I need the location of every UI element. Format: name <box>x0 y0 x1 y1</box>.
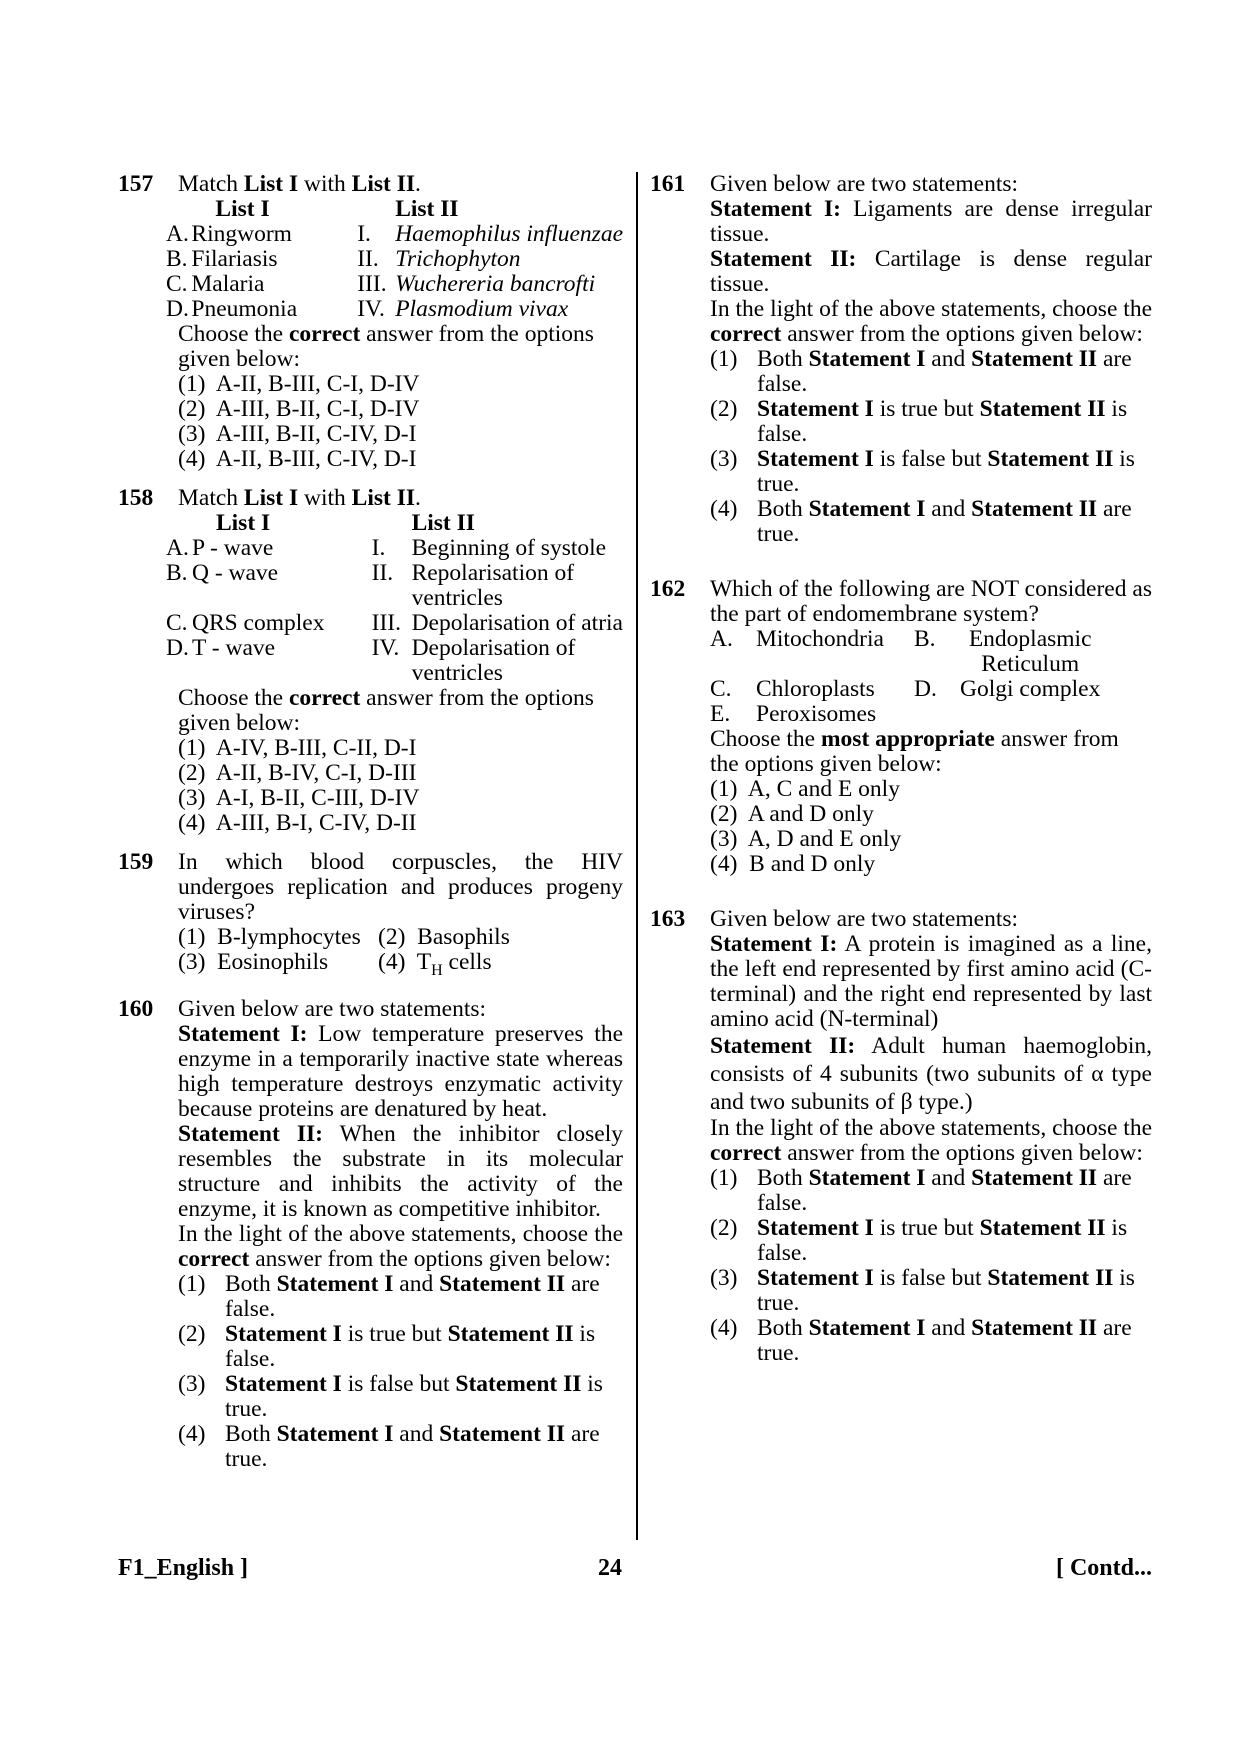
footer-continued: [ Contd... <box>1055 1555 1152 1581</box>
statement-2: Statement II: Adult human haemoglobin, consists of 4 subunits (two subunits of α type and two subunits of β type.) <box>710 1033 1152 1115</box>
option-4[interactable]: (4) $T_H$ cells <box>378 949 492 979</box>
option-1[interactable]: (1) Both Statement I and Statement II are false. <box>710 1165 1132 1216</box>
question-160 <box>118 997 623 1472</box>
option-4[interactable]: (4) A-III, B-I, C-IV, D-II <box>178 810 417 836</box>
statement-1: Statement I: Low temperature preserves the enzyme in a temporarily inactive state whereas high temperature destroys enzymatic activity because proteins are denatured by heat. <box>178 1021 624 1122</box>
option-2[interactable]: (2) Basophils <box>378 924 510 950</box>
page-number: 24 <box>598 1555 622 1581</box>
instruction: In the light of the above statements, choose the correct answer from the options given below: <box>178 1221 623 1272</box>
table-row: C. Malaria III. Wuchereria bancrofti <box>166 271 596 297</box>
statement-1: Statement I: Ligaments are dense irregular tissue. <box>710 196 1152 247</box>
question-161 <box>650 172 1152 547</box>
instruction: In the light of the above statements, choose the correct answer from the options given below: <box>710 1115 1152 1166</box>
option-4[interactable]: (4) B and D only <box>710 851 876 877</box>
question-158 <box>118 486 623 836</box>
item-e: Peroxisomes <box>756 701 877 727</box>
option-1[interactable]: (1) A-IV, B-III, C-II, D-I <box>178 735 417 761</box>
option-2[interactable]: (2) Statement I is true but Statement II is false. <box>710 396 1128 447</box>
option-3[interactable]: (3) Statement I is false but Statement II is true. <box>710 1265 1135 1316</box>
option-3[interactable]: (3) Statement I is false but Statement II is true. <box>710 446 1135 497</box>
right-column <box>650 172 1152 1380</box>
question-162 <box>650 577 1152 877</box>
instruction: In the light of the above statements, choose the correct answer from the options given below: <box>710 296 1152 347</box>
question-stem-line: viruses? <box>178 899 256 925</box>
option-3[interactable]: (3) Statement I is false but Statement II is true. <box>178 1371 603 1422</box>
question-159 <box>118 850 623 983</box>
table-row: D. Pneumonia IV. Plasmodium vivax <box>166 296 569 322</box>
table-row: B. Filariasis II. Trichophyton <box>166 246 521 272</box>
question-intro: Given below are two statements: <box>710 906 1019 932</box>
option-2[interactable]: (2) Statement I is true but Statement II is false. <box>178 1321 596 1372</box>
option-2[interactable]: (2) A-III, B-II, C-I, D-IV <box>178 396 420 422</box>
option-2[interactable]: (2) Statement I is true but Statement II is false. <box>710 1215 1128 1266</box>
item-d: Golgi complex <box>960 676 1101 702</box>
question-stem: Which of the following are NOT considered as the part of endomembrane system? <box>710 576 1152 627</box>
instruction: Choose the correct answer from the options given below: <box>178 321 594 372</box>
question-number: 163 <box>650 906 686 932</box>
instruction: Choose the most appropriate answer from the options given below: <box>710 726 1119 777</box>
question-number: 160 <box>118 996 154 1022</box>
option-3[interactable]: (3) A, D and E only <box>710 826 902 852</box>
option-3[interactable]: (3) Eosinophils <box>178 949 329 975</box>
option-1[interactable]: (1) Both Statement I and Statement II are false. <box>710 346 1132 397</box>
question-number: 159 <box>118 849 154 875</box>
instruction: Choose the correct answer from the options given below: <box>178 685 594 736</box>
option-1[interactable]: (1) A-II, B-III, C-I, D-IV <box>178 371 420 397</box>
question-number: 162 <box>650 576 686 602</box>
option-3[interactable]: (3) A-III, B-II, C-IV, D-I <box>178 421 417 447</box>
table-row: C. QRS complex III. Depolarisation of atria <box>166 610 623 636</box>
option-4[interactable]: (4) Both Statement I and Statement II are true. <box>178 1421 600 1472</box>
table-row: A. Ringworm I. Haemophilus influenzae <box>166 221 623 247</box>
list-i-header: List I <box>215 196 270 222</box>
item-a: Mitochondria <box>756 626 884 652</box>
question-intro: Given below are two statements: <box>710 171 1019 197</box>
item-c: Chloroplasts <box>756 676 875 702</box>
column-divider <box>636 172 638 1540</box>
left-column <box>118 172 623 1486</box>
statement-2: Statement II: When the inhibitor closely resembles the substrate in its molecular structure and inhibits the activity of the enzyme, it is known as competitive inhibitor. <box>178 1121 624 1222</box>
table-row: D. T - wave IV. Depolarisation of ventricles <box>166 635 576 686</box>
question-number: 161 <box>650 171 686 197</box>
question-number: 158 <box>118 485 154 511</box>
statement-2: Statement II: Cartilage is dense regular tissue. <box>710 246 1153 297</box>
alpha-symbol: α <box>1091 1061 1104 1087</box>
options-grid <box>178 925 510 983</box>
list-ii-header: List II <box>395 196 459 222</box>
statement-1: Statement I: A protein is imagined as a line, the left end represented by first amino acid (C-terminal) and the right end represented by last amino acid (N-terminal) <box>710 931 1152 1032</box>
question-stem: Match List I with List II. <box>178 171 421 197</box>
question-stem-line: undergoes replication and produces progeny <box>178 874 623 900</box>
table-row: A. P - wave I. Beginning of systole <box>166 535 607 561</box>
option-1[interactable]: (1) Both Statement I and Statement II are false. <box>178 1271 600 1322</box>
question-157 <box>118 172 623 472</box>
question-stem-line: In which blood corpuscles, the HIV <box>178 849 623 875</box>
option-1[interactable]: (1) B-lymphocytes <box>178 924 361 950</box>
question-number: 157 <box>118 171 154 197</box>
option-2[interactable]: (2) A and D only <box>710 801 874 827</box>
beta-symbol: β <box>900 1089 913 1115</box>
question-intro: Given below are two statements: <box>178 996 487 1022</box>
item-b: Endoplasmic Reticulum <box>968 626 1092 677</box>
list-ii-header: List II <box>411 510 475 536</box>
option-3[interactable]: (3) A-I, B-II, C-III, D-IV <box>178 785 420 811</box>
option-1[interactable]: (1) A, C and E only <box>710 776 900 802</box>
footer-paper-code: F1_English ] <box>118 1555 249 1581</box>
items-grid: A. Mitochondria B. Endoplasmic Reticulum C. Chloroplasts D. Golgi complex E. Peroxisomes <box>710 626 1101 727</box>
question-163 <box>650 907 1152 1366</box>
option-2[interactable]: (2) A-II, B-IV, C-I, D-III <box>178 760 417 786</box>
table-row: B. Q - wave II. Repolarisation of ventricles <box>166 560 575 611</box>
match-table <box>166 197 623 322</box>
match-table <box>166 511 623 686</box>
question-stem: Match List I with List II. <box>178 485 421 511</box>
list-i-header: List I <box>215 510 271 536</box>
option-4[interactable]: (4) A-II, B-III, C-IV, D-I <box>178 446 417 472</box>
option-4[interactable]: (4) Both Statement I and Statement II are true. <box>710 1315 1132 1366</box>
option-4[interactable]: (4) Both Statement I and Statement II are true. <box>710 496 1132 547</box>
